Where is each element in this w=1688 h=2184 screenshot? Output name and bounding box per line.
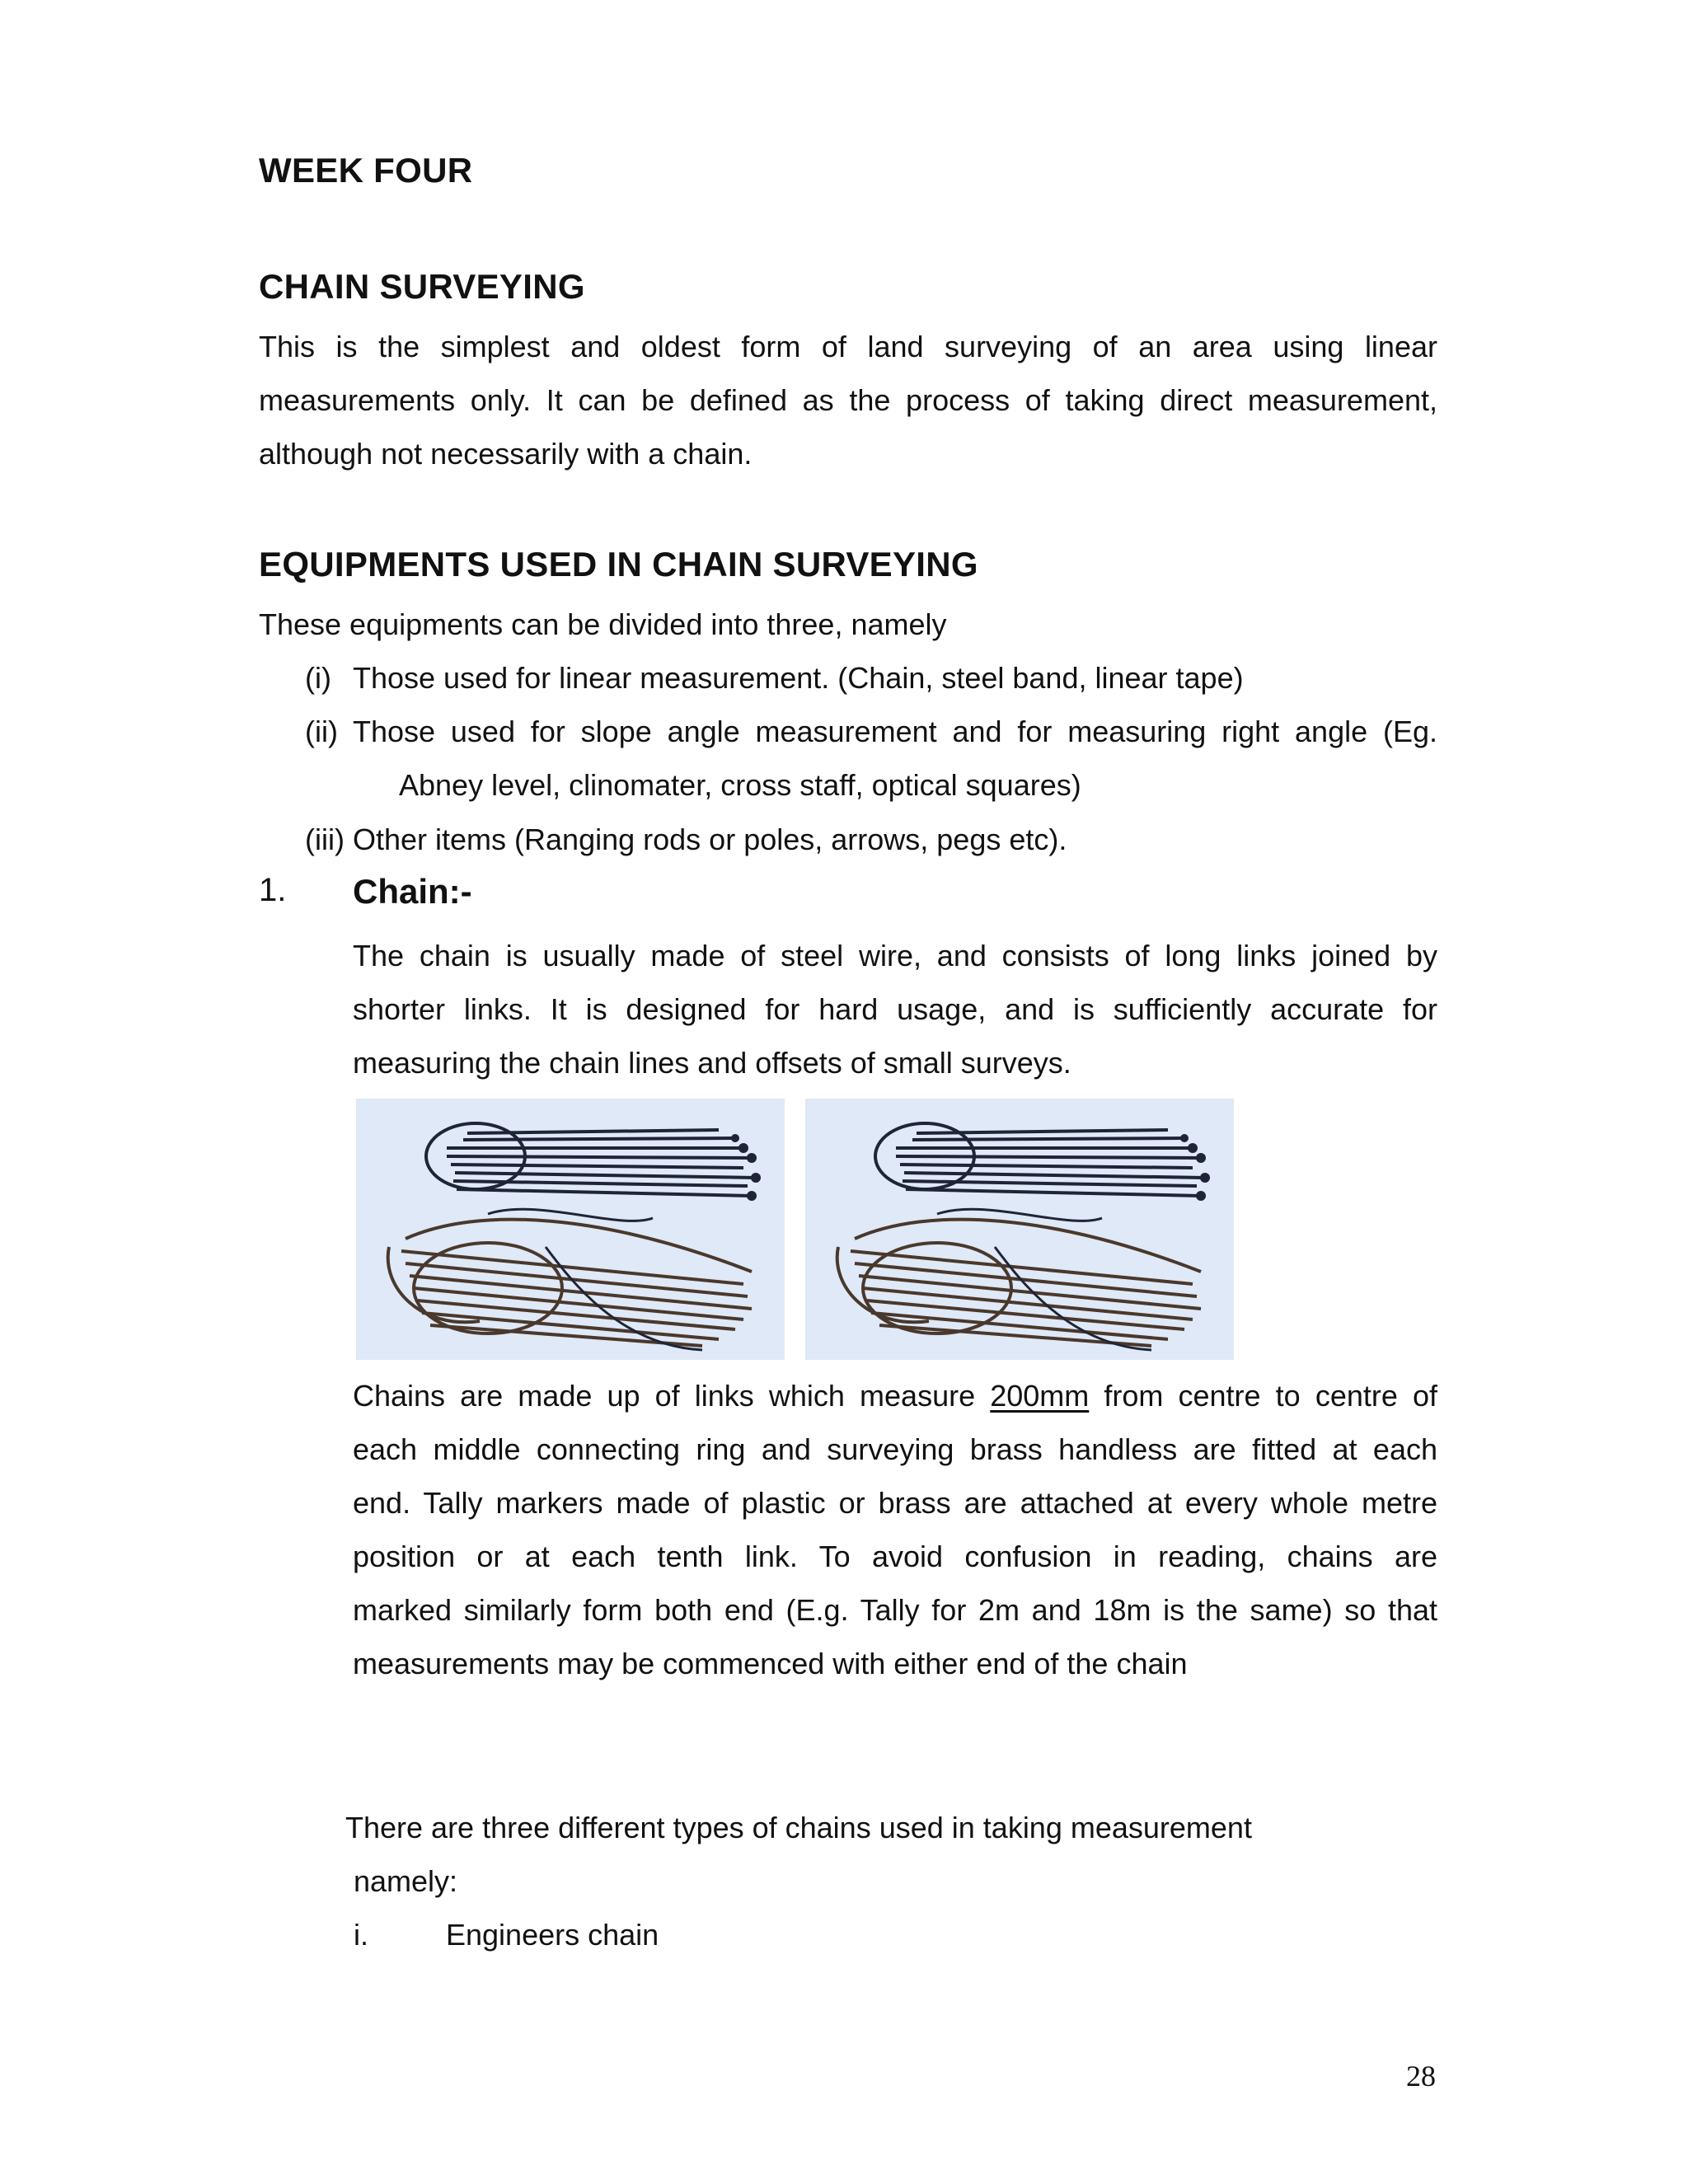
measurement-value: 200mm xyxy=(990,1379,1090,1413)
types-namely: namely: xyxy=(354,1864,458,1898)
list-item-text xyxy=(353,705,1437,758)
page-number: 28 xyxy=(1406,2060,1436,2093)
paragraph-line: although not necessarily with a chain. xyxy=(259,437,753,471)
types-item-text: Engineers chain xyxy=(446,1918,659,1952)
paragraph-line: measurements only. It can be defined as the process of taking direct measurement, xyxy=(259,383,1437,417)
chain-number: 1. xyxy=(259,872,287,908)
text-segment: from centre to centre of xyxy=(1104,1379,1438,1413)
chain-title: Chain:- xyxy=(353,872,472,911)
chain-photo-illustration xyxy=(805,1099,1234,1360)
paragraph-line xyxy=(353,1369,1437,1422)
paragraph-line: This is the simplest and oldest form of land surveying of an area using linear xyxy=(259,330,1437,363)
paragraph-line: marked similarly form both end (E.g. Tally for 2m and 18m is the same) so that xyxy=(353,1593,1437,1627)
paragraph-line: measuring the chain lines and offsets of small surveys. xyxy=(353,1046,1071,1080)
paragraph-line: each middle connecting ring and surveying brass handless are fitted at each xyxy=(353,1432,1437,1466)
equipments-intro: These equipments can be divided into three, namely xyxy=(259,607,947,641)
text-segment: Chains are made up of links which measure xyxy=(353,1379,976,1413)
week-heading: WEEK FOUR xyxy=(259,151,473,190)
chain-photo xyxy=(356,1099,785,1360)
list-item-line: Those used for slope angle measurement and for measuring right angle (Eg. xyxy=(353,715,1437,748)
paragraph-line: end. Tally markers made of plastic or brass are attached at every whole metre xyxy=(353,1486,1437,1520)
list-item-number: (ii) xyxy=(305,715,338,748)
chain-photo-illustration xyxy=(356,1099,785,1360)
paragraph-line: measurements may be commenced with either end of the chain xyxy=(353,1647,1188,1680)
chain-description xyxy=(353,929,1437,1090)
equipments-heading: EQUIPMENTS USED IN CHAIN SURVEYING xyxy=(259,545,978,583)
chain-photo xyxy=(805,1099,1234,1360)
paragraph-line: position or at each tenth link. To avoid confusion in reading, chains are xyxy=(353,1540,1437,1573)
types-intro: There are three different types of chains used in taking measurement xyxy=(345,1811,1252,1844)
list-item-number: (iii) xyxy=(305,823,345,856)
paragraph-line: The chain is usually made of steel wire, and consists of long links joined by xyxy=(353,939,1437,972)
paragraph-line: shorter links. It is designed for hard usage, and is sufficiently accurate for xyxy=(353,992,1437,1026)
list-item-number: (i) xyxy=(305,661,331,695)
chain-surveying-heading: CHAIN SURVEYING xyxy=(259,267,585,306)
chain-links-paragraph xyxy=(353,1369,1437,1690)
list-item-continuation: Abney level, clinomater, cross staff, optical squares) xyxy=(399,768,1081,802)
chain-surveying-paragraph xyxy=(259,320,1437,480)
list-item-text: Other items (Ranging rods or poles, arrows, pegs etc). xyxy=(353,823,1067,856)
list-item-text: Those used for linear measurement. (Chain, steel band, linear tape) xyxy=(353,661,1244,695)
types-item-number: i. xyxy=(354,1918,368,1952)
